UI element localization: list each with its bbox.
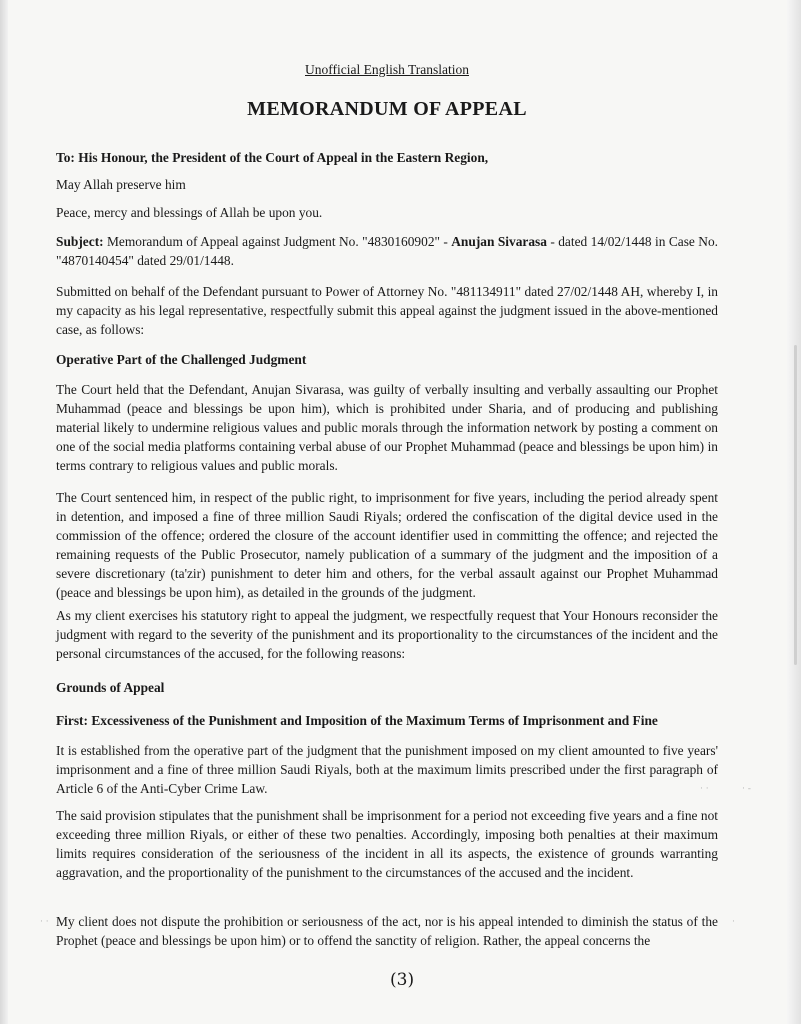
subject-label: Subject: (56, 234, 104, 249)
translation-note: Unofficial English Translation (305, 62, 469, 77)
addressee-line: To: His Honour, the President of the Court of Appeal in the Eastern Region, (56, 150, 489, 165)
sentence-paragraph: The Court sentenced him, in respect of the public right, to imprisonment for five years, including the period already spent in detention, and imposed a fine of three million Saudi Riyals; ordered the confiscation of the digital device used in the commission of the offence; ordered the closure of the account identifier used in committing the offence; and rejected the remaining requests of the Public Prosecutor, namely publication of a summary of the judgment and the imposition of a severe discretionary (ta'zir) punishment to deter him and others, for the verbal assault against our Prophet Muhammad (peace and blessings be upon him), as detailed in the grounds of the judgment. (56, 490, 718, 600)
subject-text-2: - dated 14/02/1448 in Case No. "4870140454" dated 29/01/1448. (56, 234, 718, 268)
page-number: (3) (390, 970, 415, 990)
dispute-paragraph: My client does not dispute the prohibition or seriousness of the act, nor is his appeal intended to diminish the status of the Prophet (peace and blessings be upon him) or to offend the sanctity of religion. Rather, the appeal concerns the (56, 914, 718, 948)
client-appeal-paragraph: As my client exercises his statutory right to appeal the judgment, we respectfully request that Your Honours reconsider the judgment with regard to the severity of the punishment and its proportionality to the circumstances of the incident and the personal circumstances of the accused, for the following reasons: (56, 608, 718, 661)
established-paragraph: It is established from the operative part of the judgment that the punishment imposed on my client amounted to five years' imprisonment and a fine of three million Saudi Riyals, both at the maximum limits prescribed under the first paragraph of Article 6 of the Anti-Cyber Crime Law. (56, 743, 718, 796)
subject-paragraph (56, 232, 718, 270)
scrollbar-thumb[interactable] (794, 345, 797, 665)
court-held-paragraph: The Court held that the Defendant, Anujan Sivarasa, was guilty of verbally insulting and verbally assaulting our Prophet Muhammad (peace and blessings be upon him), which is prohibited under Sharia, and of producing and publishing material likely to undermine religious values and public morals through the information network by posting a comment on one of the social media platforms containing verbal abuse of our Prophet Muhammad (peace and blessings be upon him) in terms contrary to religious values and public morals. (56, 382, 718, 473)
greeting-line-1: May Allah preserve him (56, 177, 186, 192)
subject-text-1: Memorandum of Appeal against Judgment No. "4830160902" - (103, 234, 452, 249)
greeting-line-2: Peace, mercy and blessings of Allah be upon you. (56, 205, 323, 220)
scan-artifact: · · (40, 917, 49, 927)
section-heading-grounds: Grounds of Appeal (56, 680, 165, 695)
scan-artifact: · · (700, 784, 709, 794)
subject-defendant-name: Anujan Sivarasa (451, 234, 547, 249)
submission-paragraph: Submitted on behalf of the Defendant pursuant to Power of Attorney No. "481134911" dated 27/02/1448 AH, whereby I, in my capacity as his legal representative, respectfully submit this appeal against the judgment issued in the above-mentioned case, as follows: (56, 284, 718, 337)
document-title: MEMORANDUM OF APPEAL (247, 98, 527, 120)
scan-artifact: · - (742, 784, 751, 794)
section-heading-operative: Operative Part of the Challenged Judgment (56, 352, 307, 367)
section-heading-first: First: Excessiveness of the Punishment and Imposition of the Maximum Terms of Imprisonment and Fine (56, 713, 658, 728)
page-left-edge (0, 0, 8, 1024)
provision-paragraph: The said provision stipulates that the punishment shall be imprisonment for a period not exceeding five years and a fine not exceeding three million Riyals, or either of these two penalties. Accordingly, imposing both penalties at their maximum limits requires consideration of the seriousness of the incident in all its aspects, the existence of grounds warranting aggravation, and the proportionality of the punishment to the circumstances of the accused and the incident. (56, 808, 718, 880)
scan-artifact: · (732, 917, 735, 927)
